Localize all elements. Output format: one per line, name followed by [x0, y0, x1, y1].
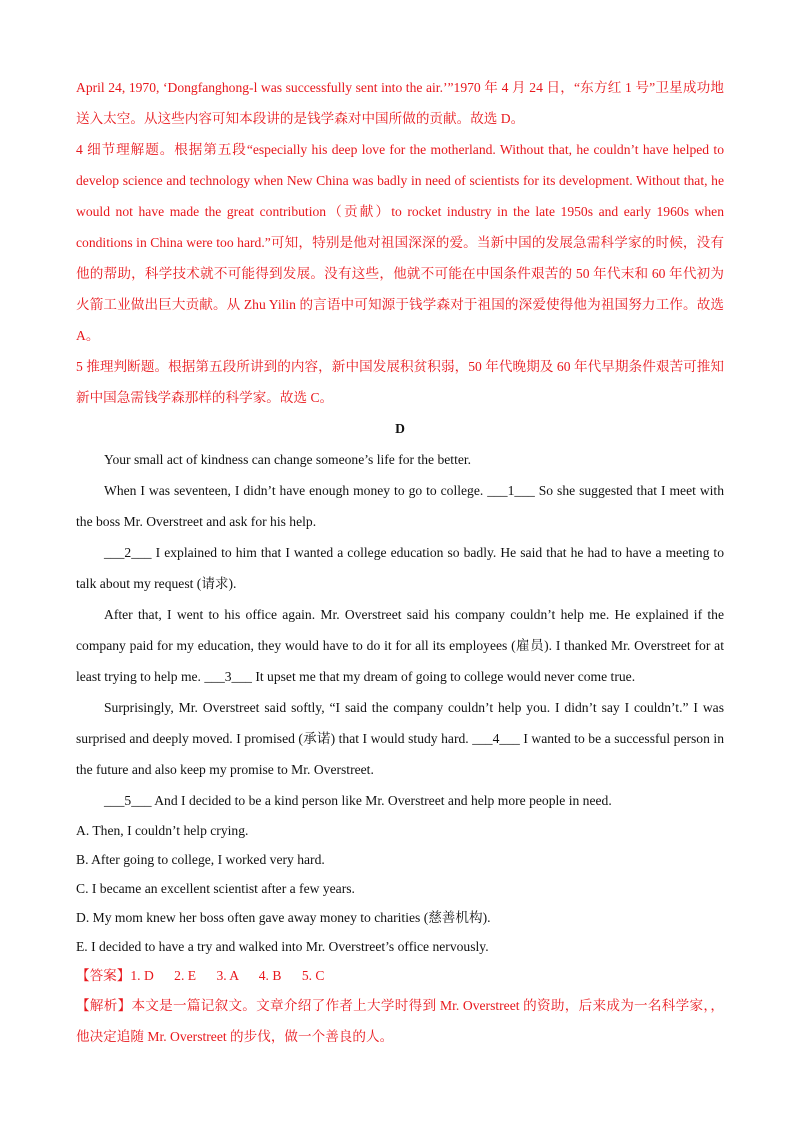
- analysis-text: 本文是一篇记叙文。文章介绍了作者上大学时得到 Mr. Overstreet 的资助，后来成为一名科学家，，他决定追随 Mr. Overstreet 的步伐，做一个善良的人。: [76, 998, 724, 1044]
- section-heading: D: [395, 421, 405, 436]
- passage-paragraph: When I was seventeen, I didn’t have enough money to go to college. ___1___ So she suggested that I meet with the boss Mr. Overstreet and ask for his help.: [76, 483, 724, 529]
- document-page: [76, 72, 724, 1052]
- option-b: B. After going to college, I worked very hard.: [76, 852, 325, 867]
- option-a: A. Then, I couldn’t help crying.: [76, 823, 249, 838]
- answer-values: 1. D 2. E 3. A 4. B 5. C: [130, 968, 325, 983]
- option-d: D. My mom knew her boss often gave away money to charities (慈善机构).: [76, 910, 491, 925]
- option-c: C. I became an excellent scientist after a few years.: [76, 881, 355, 896]
- passage-paragraph: After that, I went to his office again. Mr. Overstreet said his company couldn’t help me. He explained if the company paid for my education, they would have to do it for all its employees (雇员). I thanked Mr. Overstreet for at least trying to help me. ___3___ It upset me that my dream of going to college would never come true.: [76, 607, 724, 684]
- analysis-q4: 4 细节理解题。根据第五段“especially his deep love for the motherland. Without that, he couldn’t have helped to develop science and technology when New China was badly in need of scientists for its development. Without that, he would not have made the great contribution（贡献）to rocket industry in the late 1950s and early 1960s when conditions in China were too hard.”可知，特别是他对祖国深深的爱。当新中国的发展急需科学家的时候，没有他的帮助，科学技术就不可能得到发展。没有这些，他就不可能在中国条件艰苦的 50 年代末和 60 年代初为火箭工业做出巨大贡献。从 Zhu Yilin 的言语中可知源于钱学森对于祖国的深爱使得他为祖国努力工作。故选 A。: [76, 142, 724, 343]
- analysis-q3-tail: April 24, 1970, ‘Dongfanghong-l was successfully sent into the air.’”1970 年 4 月 24 日，“东方红 1 号”卫星成功地送入太空。从这些内容可知本段讲的是钱学森对中国所做的贡献。故选 D。: [76, 80, 724, 126]
- passage-paragraph: ___5___ And I decided to be a kind person like Mr. Overstreet and help more people in need.: [104, 793, 612, 808]
- analysis-q5: 5 推理判断题。根据第五段所讲到的内容，新中国发展积贫积弱，50 年代晚期及 60 年代早期条件艰苦可推知新中国急需钱学森那样的科学家。故选 C。: [76, 359, 724, 405]
- analysis-summary: [76, 990, 724, 1052]
- option-e: E. I decided to have a try and walked into Mr. Overstreet’s office nervously.: [76, 939, 489, 954]
- passage-paragraph: ___2___ I explained to him that I wanted a college education so badly. He said that he had to have a meeting to talk about my request (请求).: [76, 545, 724, 591]
- passage-paragraph: Surprisingly, Mr. Overstreet said softly, “I said the company couldn’t help you. I didn’t say I couldn’t.” I was surprised and deeply moved. I promised (承诺) that I would study hard. ___4___ I wanted to be a successful person in the future and also keep my promise to Mr. Overstreet.: [76, 700, 724, 777]
- analysis-label: 【解析】: [76, 998, 132, 1013]
- passage-paragraph: Your small act of kindness can change someone’s life for the better.: [104, 452, 472, 467]
- answer-label: 【答案】: [76, 968, 131, 983]
- answer-key: [76, 961, 724, 990]
